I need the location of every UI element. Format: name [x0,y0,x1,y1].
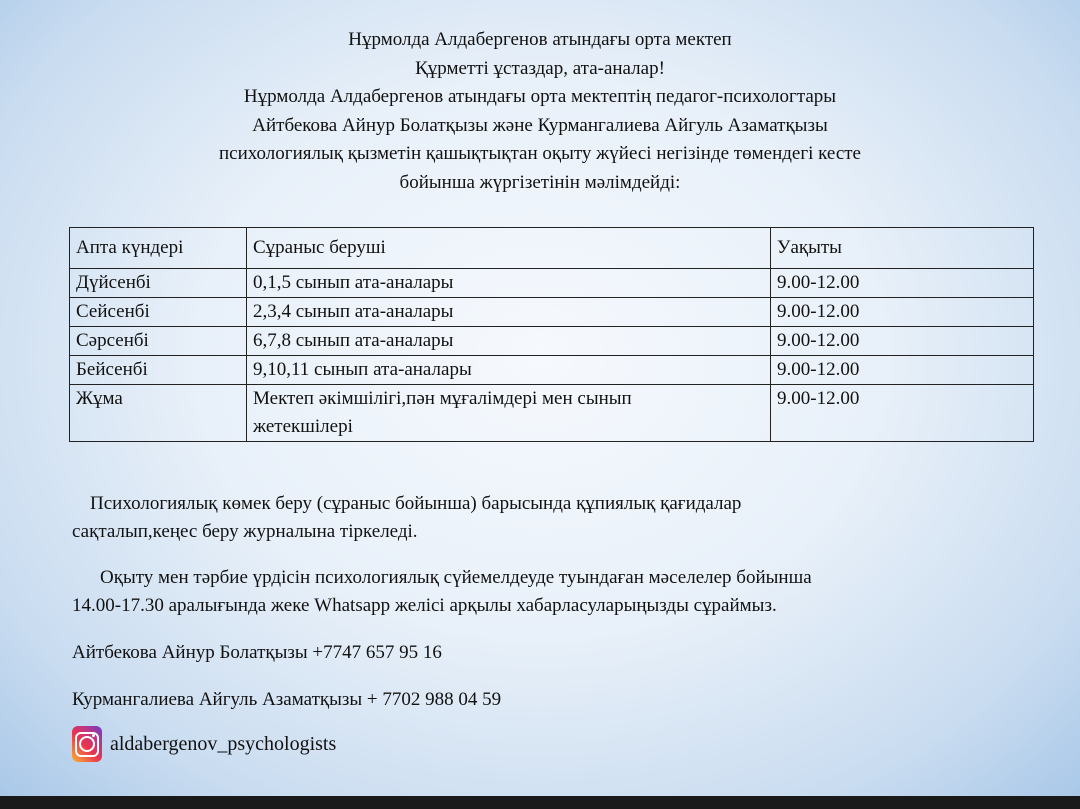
table-row [70,356,1034,385]
cell-day: Дүйсенбі [70,269,247,298]
cell-day: Бейсенбі [70,356,247,385]
confidentiality-paragraph [72,490,1032,546]
instagram-handle[interactable]: aldabergenov_psychologists [110,732,337,755]
paragraph-line: сақталып,кеңес беру журналына тіркеледі. [72,521,418,542]
paragraph-line: Психологиялық көмек беру (сұраныс бойынша) барысында құпиялық қағидалар [90,493,742,514]
column-header-requester: Сұраныс беруші [247,228,771,269]
cell-day: Сәрсенбі [70,327,247,356]
intro-line: бойынша жүргізетінін мәлімдейді: [399,171,681,193]
contact-hours-paragraph [72,564,1032,620]
paragraph-line: 14.00-17.30 аралығында жеке Whatsapp желісі арқылы хабарласуларыңызды сұраймыз. [72,595,777,616]
schedule-table [69,227,1034,442]
cell-requester [247,385,771,442]
cell-time: 9.00-12.00 [771,327,1034,356]
intro-line: Нұрмолда Алдабергенов атындағы орта мектептің педагог-психологтары [243,86,837,107]
table-header-row [70,228,1034,269]
contact-aitbekova: Айтбекова Айнур Болатқызы +7747 657 95 16 [72,642,442,663]
column-header-time: Уақыты [771,228,1034,269]
cell-time: 9.00-12.00 [771,385,1034,442]
notice-header [0,26,1080,197]
cell-requester: 6,7,8 сынып ата-аналары [247,327,771,356]
cell-time: 9.00-12.00 [771,356,1034,385]
cell-day: Сейсенбі [70,298,247,327]
instagram-icon [72,726,102,762]
cell-requester-line: жетекшілері [253,416,353,437]
instagram-handle-row[interactable] [72,726,336,762]
table-row [70,269,1034,298]
cell-day: Жұма [70,385,247,442]
intro-line: психологиялық қызметін қашықтықтан оқыту жүйесі негізінде төмендегі кесте [219,143,861,164]
table-row [70,385,1034,442]
table-row [70,327,1034,356]
contact-kurmangalieva: Курмангалиева Айгуль Азаматқызы + 7702 988 04 59 [72,689,502,710]
bottom-bar [0,796,1080,809]
table-row [70,298,1034,327]
greeting: Құрметті ұстаздар, ата-аналар! [415,57,665,79]
column-header-day: Апта күндері [70,228,247,269]
cell-requester: 0,1,5 сынып ата-аналары [247,269,771,298]
cell-time: 9.00-12.00 [771,269,1034,298]
cell-requester-line: Мектеп әкімшілігі,пән мұғалімдері мен сынып [253,388,632,409]
paragraph-line: Оқыту мен тәрбие үрдісін психологиялық сүйемелдеуде туындаған мәселелер бойынша [100,567,812,588]
intro-line: Айтбекова Айнур Болатқызы және Курмангалиева Айгуль Азаматқызы [252,114,828,136]
cell-time: 9.00-12.00 [771,298,1034,327]
school-name: Нұрмолда Алдабергенов атындағы орта мектеп [348,29,732,50]
cell-requester: 2,3,4 сынып ата-аналары [247,298,771,327]
cell-requester: 9,10,11 сынып ата-аналары [247,356,771,385]
